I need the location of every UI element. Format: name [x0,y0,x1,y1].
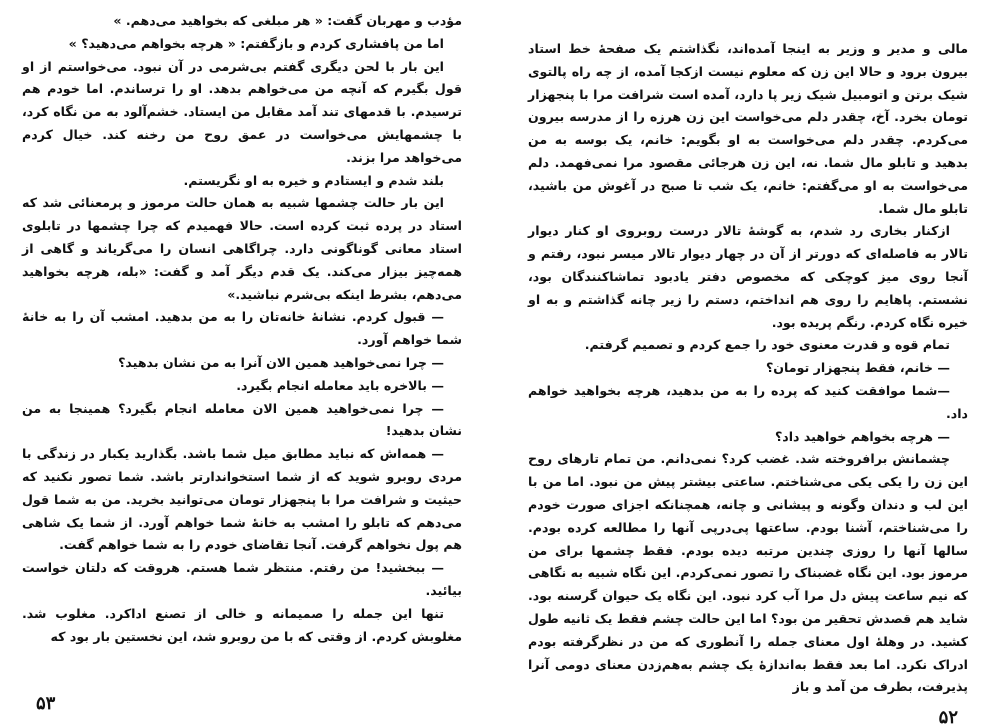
paragraph: ازکنار بخاری رد شدم، به گوشهٔ تالار درست روبروی او کنار دیوار تالار به فاصله‌ای که دورتر از آن در چهار دیوار تالار میسر نبود، رفتم و آنجا روی میز کوچکی که مخصوص دفتر یادبود تماشاکنندگان بود، نشستم. پاهایم را روی هم انداختم، دستم را زیر چانه گذاشتم و به او خیره نگاه کردم. رنگم پریده بود. [528,223,968,330]
paragraph: چشمانش برافروخته شد. غضب کرد؟ نمی‌دانم. من تمام تارهای روح این زن را یکی یکی می‌شناختم. ساعتی بیشتر پیش من نبود. اما من با این لب و دندان وگونه و پیشانی و چانه، همچنانکه اجزای صورت خودم را می‌شناختم، آشنا بودم. ساعتها پی‌درپی آنها را مطالعه کرده بودم. سالها آنها را روزی چندین مرتبه دیده بودم. فقط چشمها برای من مرموز بود. این نگاه غضبناک را تصور نمی‌کردم. این نگاه شبیه به نگاهی که نیم ساعت پیش دل مرا آب کرد نبود. این نگاه یک حیوان گرسنه بود. شاید هم قصدش تحقیر من بود؟ اما این حالت چشم فقط یک ثانیه طول کشید. در وهلهٔ اول معنای جمله را آنطوری که من در نظرگرفته بودم ادراک نکرد. اما بعد فقط به‌اندازهٔ یک چشم به‌هم‌زدن معنای دومی آنرا پذیرفت، بطرف من آمد و باز [528,451,968,695]
paragraph: مالی و مدیر و وزیر به اینجا آمده‌اند، نگذاشتم یک صفحهٔ خط استاد بیرون برود و حالا این زن که معلوم نیست ازکجا آمده، از چه راه پالتوی شیک برتن و اتومبیل شیک زیر پا دارد، آمده است شرافت مرا با پنجهزار تومان بخرد. آخ، چقدر دلم می‌خواست این زن هرزه را از مدرسه بیرون می‌کردم. چقدر دلم می‌خواست به او بگویم: خانم، یک بوسه به من بدهید و تابلو مال شما. نه، این زن هرجائی مقصود مرا نمی‌فهمد. دلم می‌خواست به او می‌گفتم: خانم، یک شب تا صبح در آغوش من باشید، تابلو مال شما. [528,41,968,216]
paragraph: — چرا نمی‌خواهید همین الان معامله انجام بگیرد؟ همینجا به من نشان بدهید! [22,400,462,439]
paragraph: تمام قوه و قدرت معنوی خود را جمع کردم و تصمیم گرفتم. [584,337,950,353]
paragraph: مؤدب و مهربان گفت: « هر مبلغی که بخواهید می‌دهم. » [113,13,462,28]
page-number-right: ۵۲ [938,707,958,727]
right-page-body [528,38,968,699]
paragraph: — ببخشید! من رفتم. منتظر شما هستم. هروقت که دلتان خواست بیائید. [22,560,462,598]
paragraph: — همه‌اش که نباید مطابق میل شما باشد. بگذارید یکبار در زندگی با مردی روبرو شوید که از شما استخواندارتر باشد. شما تصور نکنید که حیثیت و شرافت مرا با پنجهزار تومان می‌توانید بخرید. من به شما قول می‌دهم که تابلو را امشب به خانهٔ شما خواهم آورد. از شما یک شاهی هم پول نخواهم گرفت. آنجا تقاضای خودم را به شما خواهم گفت. [22,446,462,553]
paragraph: — بالاخره باید معامله انجام بگیرد. [236,377,444,393]
left-page [22,10,462,713]
paragraph: تنها این جمله را صمیمانه و خالی از تصنع اداکرد. مغلوب شد. مغلوبش کردم. از وقتی که با من روبرو شد، این نخستین بار بود که [22,605,462,644]
paragraph: اما من پافشاری کردم و بازگفتم: « هرچه بخواهم می‌دهید؟ » [68,35,444,51]
page-number-left: ۵۳ [36,693,56,713]
paragraph: — چرا نمی‌خواهید همین الان آنرا به من نشان بدهید؟ [118,354,444,370]
paragraph: این بار با لحن دیگری گفتم بی‌شرمی در آن نبود. می‌خواستم از او قول بگیرم که آنچه من می‌خواهم بدهد. او را ترساندم. اما خودم هم ترسیدم. با قدمهای تند آمد مقابل من ایستاد. خشم‌آلود به من نگاه کرد، با چشمهایش می‌خواست در عمق روح من رخنه کند. خیال کردم می‌خواهد مرا بزند. [22,58,462,165]
paragraph: —شما موافقت کنید که پرده را به من بدهید، هرچه بخواهید خواهم داد. [528,382,968,421]
paragraph: — هرچه بخواهم خواهید داد؟ [774,428,950,444]
paragraph: بلند شدم و ایستادم و خیره به او نگریستم. [183,172,444,188]
paragraph: این بار حالت چشمها شبیه به همان حالت مرموز و پرمعنائی شد که استاد در پرده ثبت کرده است. حالا فهمیدم که چرا چشمها در تابلوی استاد معانی گوناگونی دارد. چراگاهی انسان را می‌گریاند و گاهی از همه‌چیز بیزار می‌کند. یک قدم دیگر آمد و گفت: «بله، هرچه بخواهید می‌دهم، بشرط اینکه بی‌شرم نباشید.» [22,195,462,302]
right-page [528,38,968,728]
left-page-body [22,10,462,648]
paragraph: — خانم، فقط پنجهزار تومان؟ [766,360,950,376]
paragraph: — قبول کردم. نشانهٔ خانه‌تان را به من بدهید. امشب آن را به خانهٔ شما خواهم آورد. [22,309,462,348]
